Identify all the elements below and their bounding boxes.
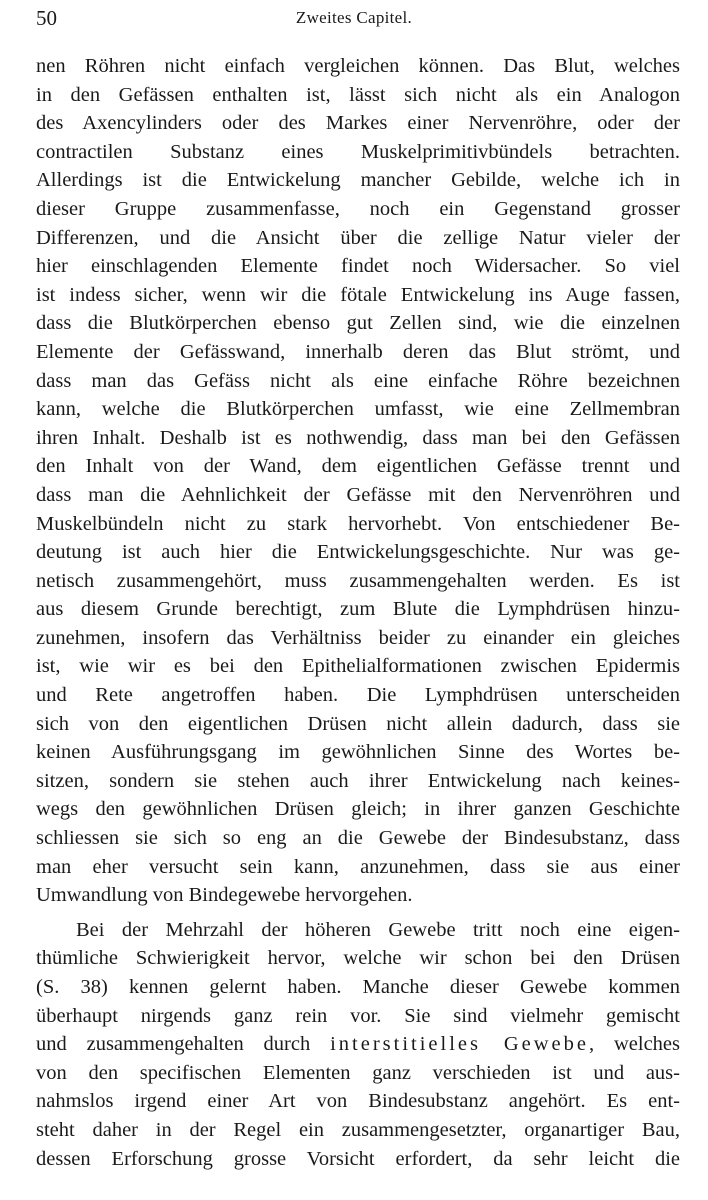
text-line: aus diesem Grunde berechtigt, zum Blute die Lymphdrüsen hinzu- (36, 598, 680, 621)
text-line: in den Gefässen enthalten ist, lässt sich nicht als ein Analogon (36, 83, 680, 106)
text-line: ihren Inhalt. Deshalb ist es nothwendig, dass man bei den Gefässen (36, 426, 680, 449)
text-line: sich von den eigentlichen Drüsen nicht allein dadurch, dass sie (36, 712, 680, 735)
text-line: dieser Gruppe zusammenfasse, noch ein Gegenstand grosser (36, 197, 680, 220)
text-line: ist indess sicher, wenn wir die fötale Entwickelung ins Auge fassen, (36, 283, 680, 306)
text-line: hier einschlagenden Elemente findet noch Widersacher. So viel (36, 255, 680, 278)
page-header (0, 6, 708, 36)
text-line: den Inhalt von der Wand, dem eigentlichen Gefässe trennt und (36, 455, 680, 478)
text-line: ist, wie wir es bei den Epithelialformationen zwischen Epidermis (36, 655, 680, 678)
emphasized-term: interstitielles Gewebe (330, 1033, 589, 1056)
text-line: wegs den gewöhnlichen Drüsen gleich; in ihrer ganzen Geschichte (36, 798, 680, 821)
body-text (36, 52, 680, 1173)
text-line: von den specifischen Elementen ganz verschieden ist und aus- (36, 1061, 680, 1084)
text-line: sitzen, sondern sie stehen auch ihrer Entwickelung nach keines- (36, 769, 680, 792)
text-line: schliessen sie sich so eng an die Gewebe der Bindesubstanz, dass (36, 827, 680, 850)
text-line: zunehmen, insofern das Verhältniss beider zu einander ein gleiches (36, 626, 680, 649)
text-line: Umwandlung von Bindegewebe hervorgehen. (36, 884, 413, 907)
text-segment: , welches (589, 1033, 680, 1056)
text-line: keinen Ausführungsgang im gewöhnlichen Sinne des Wortes be- (36, 741, 680, 764)
running-head: Zweites Capitel. (295, 8, 413, 27)
text-line: des Axencylinders oder des Markes einer Nervenröhre, oder der (36, 112, 680, 135)
text-line: (S. 38) kennen gelernt haben. Manche dieser Gewebe kommen (36, 976, 680, 998)
paragraph-2 (36, 916, 680, 1173)
paragraph-1 (36, 52, 680, 910)
text-line: nahmslos irgend einer Art von Bindesubstanz angehört. Es ent- (36, 1090, 680, 1113)
text-line: contractilen Substanz eines Muskelprimitivbündels betrachten. (36, 140, 680, 163)
text-line: überhaupt nirgends ganz rein vor. Sie sind vielmehr gemischt (36, 1004, 680, 1027)
text-line: Differenzen, und die Ansicht über die zellige Natur vieler der (36, 226, 680, 249)
text-line: dass man das Gefäss nicht als eine einfache Röhre bezeichnen (36, 369, 680, 392)
text-line: nen Röhren nicht einfach vergleichen können. Das Blut, welches (36, 55, 680, 77)
text-line: thümliche Schwierigkeit hervor, welche wir schon bei den Drüsen (36, 947, 680, 970)
text-line: Bei der Mehrzahl der höheren Gewebe tritt noch eine eigen- (76, 918, 680, 941)
text-line: kann, welche die Blutkörperchen umfasst, wie eine Zellmembran (36, 398, 680, 421)
page-number: 50 (36, 6, 57, 30)
text-line: Allerdings ist die Entwickelung mancher Gebilde, welche ich in (36, 169, 680, 192)
text-line: dass die Blutkörperchen ebenso gut Zellen sind, wie die einzelnen (36, 312, 680, 335)
text-line: dessen Erforschung grosse Vorsicht erfordert, da sehr leicht die (36, 1147, 680, 1170)
text-segment: und zusammengehalten durch (36, 1033, 311, 1056)
text-line: dass man die Aehnlichkeit der Gefässe mit den Nervenröhren und (36, 483, 680, 506)
text-line: steht daher in der Regel ein zusammengesetzter, organartiger Bau, (36, 1118, 680, 1141)
text-line: deutung ist auch hier die Entwickelungsgeschichte. Nur was ge- (36, 541, 680, 564)
text-line: netisch zusammengehört, muss zusammengehalten werden. Es ist (36, 569, 680, 592)
text-line: und Rete angetroffen haben. Die Lymphdrüsen unterscheiden (36, 684, 680, 707)
text-line: Elemente der Gefässwand, innerhalb deren das Blut strömt, und (36, 340, 680, 363)
text-line: man eher versucht sein kann, anzunehmen, dass sie aus einer (36, 855, 680, 878)
text-line-mixed (36, 1030, 680, 1059)
text-line: Muskelbündeln nicht zu stark hervorhebt. Von entschiedener Be- (36, 512, 680, 535)
